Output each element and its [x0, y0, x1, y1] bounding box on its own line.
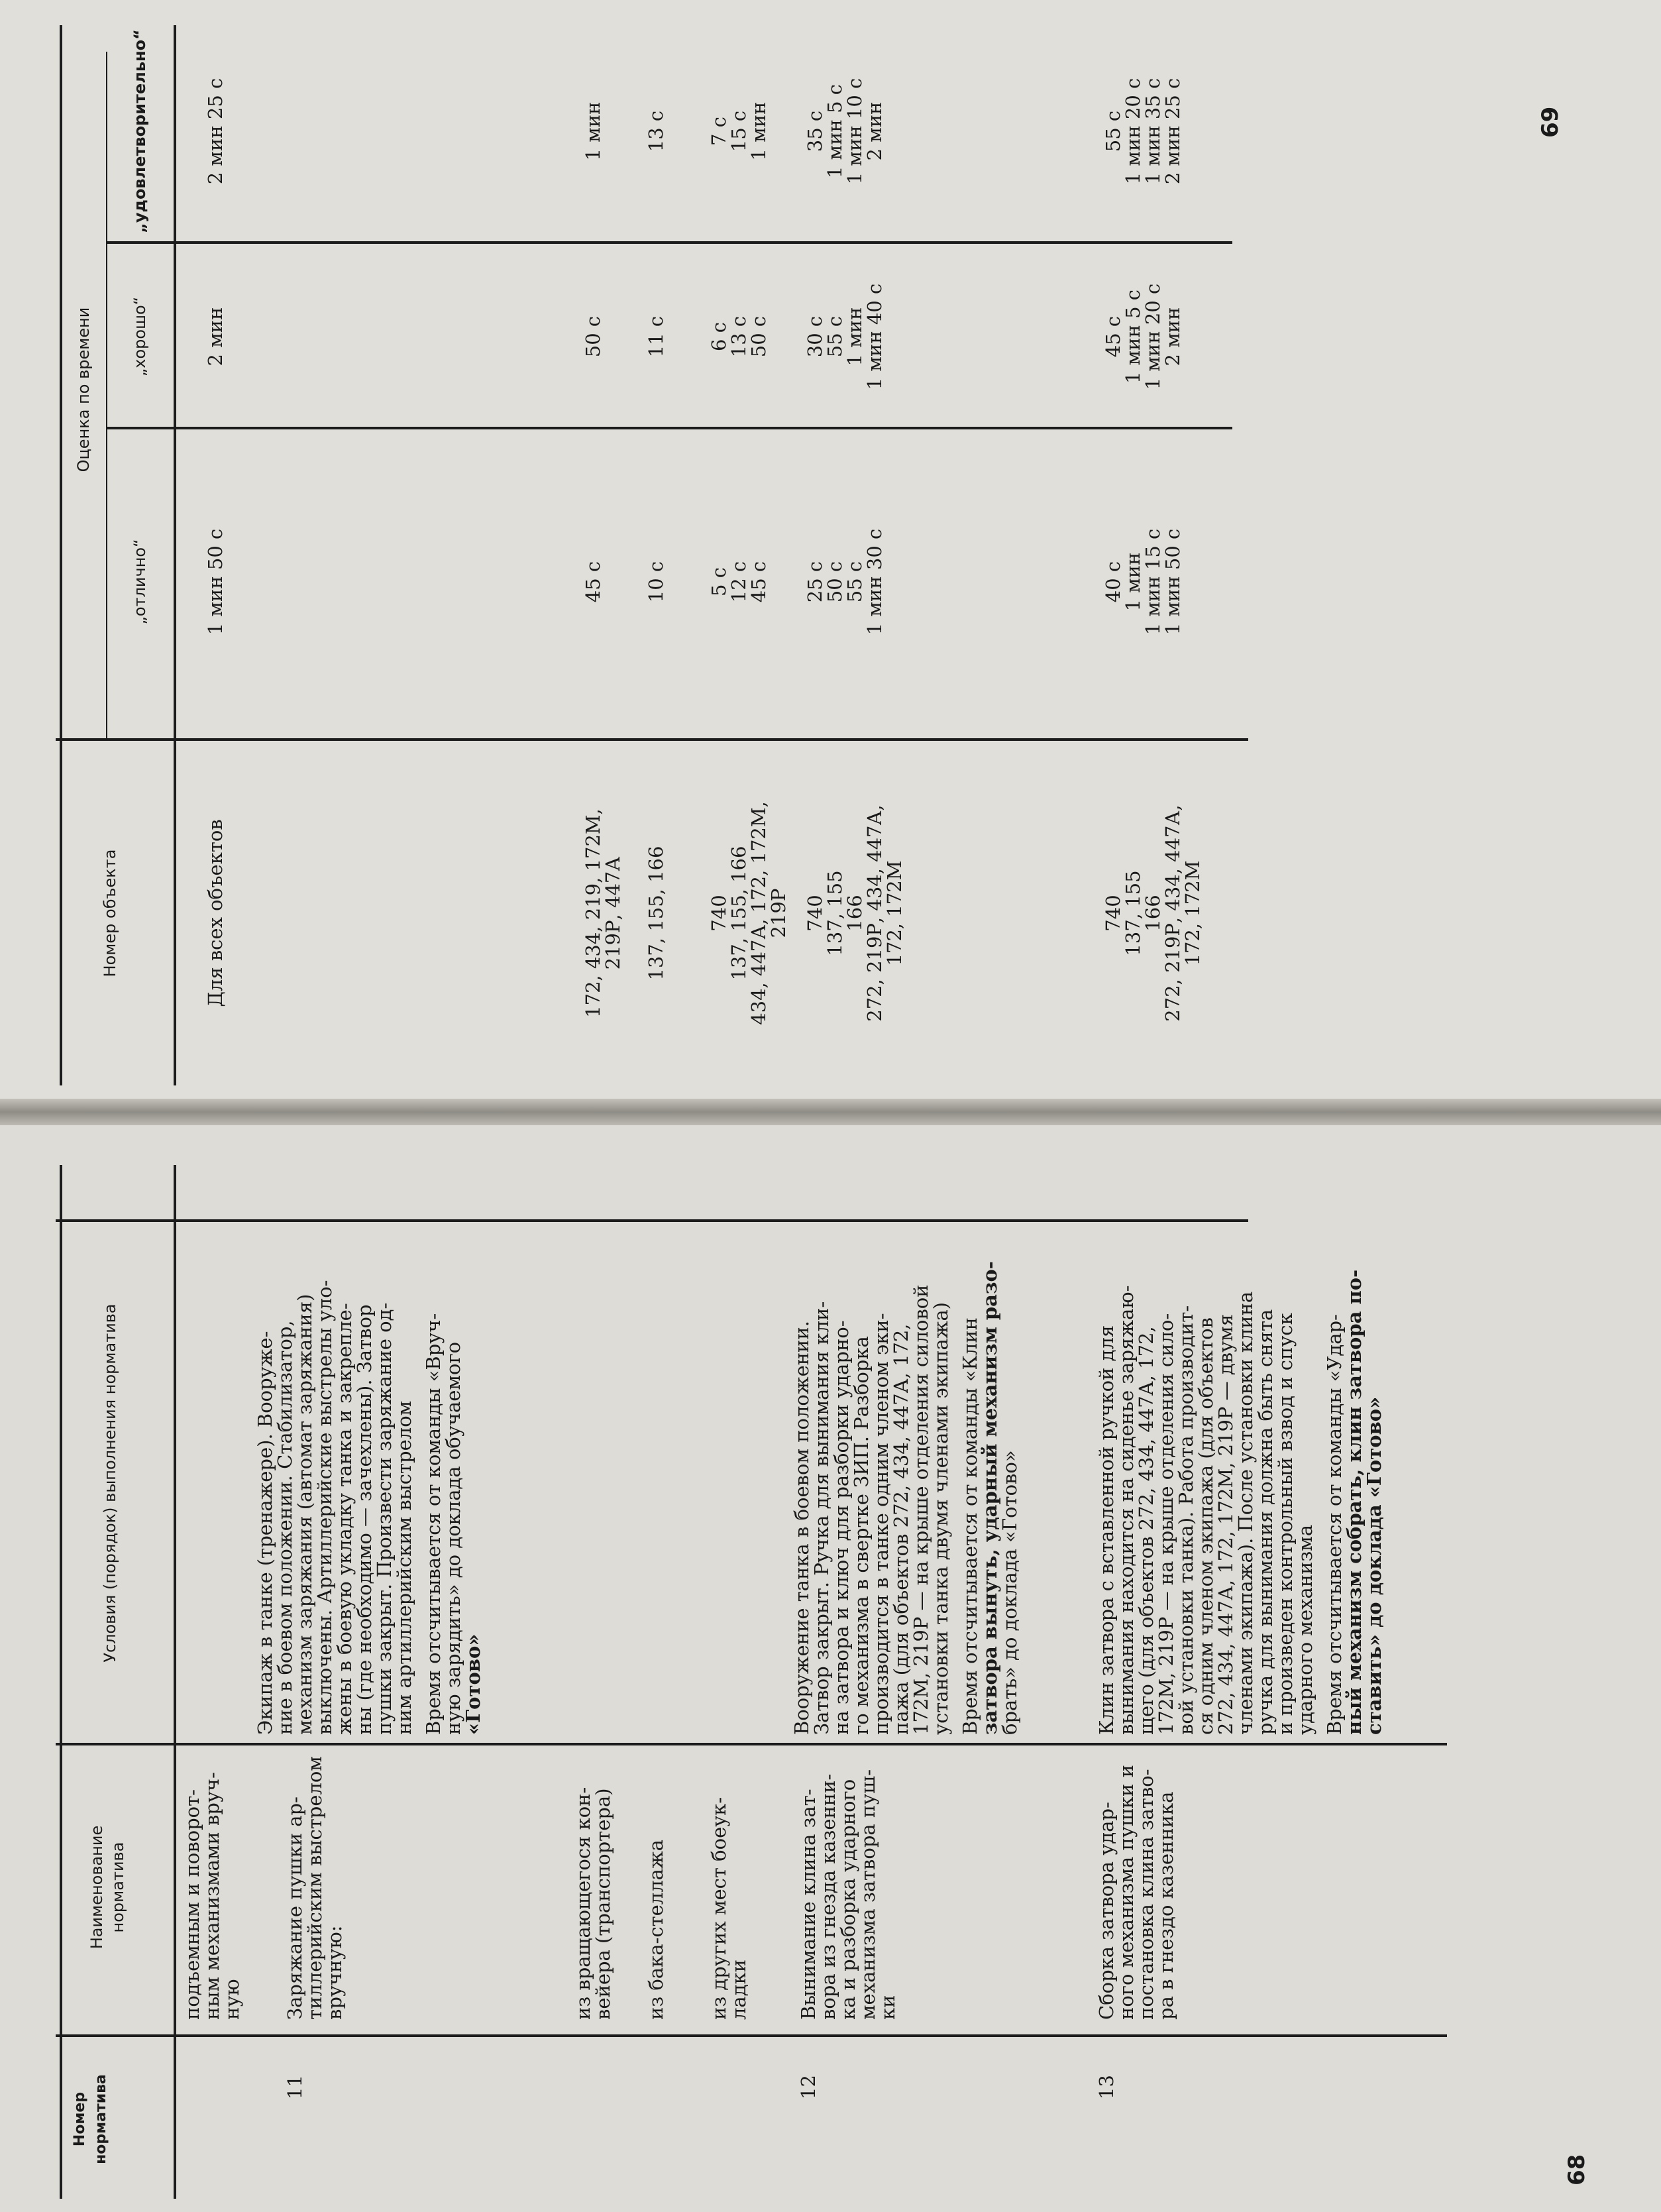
continued-name: подъемным и поворот- ным механизмами вруч- ную: [181, 1772, 243, 2020]
row-c-object: 137, 155, 166: [645, 846, 667, 981]
header-conditions: Условия (порядок) выполнения норматива: [101, 1303, 119, 1663]
row-e-good: 30 с 55 с 1 мин 1 мин 40 с: [804, 283, 886, 390]
page-number-left: 68: [1564, 2154, 1590, 2185]
row-11-conditions: Экипаж в танке (тренажере). Вооруже- ние в боевом положении. Стабилизатор, механизм заряжания (автомат заряжания) выключены. Артиллерийские выстрелы уло- жены в боевую укладку танка и закрепле- ны (где необходимо — зачехлены). Затвор пушки закрыт. Произвести заряжание од- ним артиллерийским выстрелом Время отсчитывается от команды «Вруч- ную зарядить» до доклада обучаемого «Готово»: [254, 1280, 484, 1735]
row-11-number: 11: [284, 2075, 306, 2099]
row-f-good: 45 с 1 мин 5 с 1 мин 20 с 2 мин: [1102, 283, 1184, 390]
header-good: „хорошо“: [131, 296, 149, 377]
header-object: Номер объекта: [101, 849, 119, 977]
header-bottom-rule-right: [174, 25, 176, 1085]
row-12-number: 12: [797, 2075, 820, 2099]
row-11-subitem-other: из других мест боеук- ладки: [708, 1797, 750, 2020]
row-d-excellent: 5 с 12 с 45 с: [708, 561, 770, 603]
row-d-satisfactory: 7 с 15 с 1 мин: [708, 101, 770, 161]
column-divider-good: [106, 241, 1232, 244]
row-a-good: 2 мин: [204, 307, 227, 366]
row-11-name: Заряжание пушки ар- тиллерийским выстрелом вручную:: [284, 1756, 346, 2020]
header-bottom-rule: [174, 1165, 176, 2199]
column-divider-excellent: [106, 427, 1232, 429]
column-divider-object: [56, 738, 1248, 741]
row-a-excellent: 1 мин 50 с: [204, 528, 227, 636]
header-name: Наименование норматива: [87, 1825, 127, 1950]
header-number: Номер норматива: [72, 2074, 109, 2164]
page-number-right: 69: [1537, 106, 1564, 138]
row-b-good: 50 с: [582, 315, 604, 358]
header-grade-group: Оценка по времени: [74, 307, 93, 472]
row-d-good: 6 с 13 с 50 с: [708, 315, 770, 358]
row-11-subitem-conveyor: из вращающегося кон- вейера (транспортера): [572, 1787, 614, 2020]
row-f-excellent: 40 с 1 мин 1 мин 15 с 1 мин 50 с: [1102, 528, 1184, 636]
row-c-good: 11 с: [645, 315, 667, 358]
row-e-object: 740 137, 155 166 272, 219Р, 434, 447А, 172, 172М: [804, 804, 906, 1022]
header-excellent: „отлично“: [131, 539, 149, 625]
table-top-rule-right: [60, 25, 62, 1085]
row-c-excellent: 10 с: [645, 561, 667, 603]
row-e-satisfactory: 35 с 1 мин 5 с 1 мин 10 с 2 мин: [804, 78, 886, 185]
header-satisfactory: „удовлетворительно“: [131, 29, 149, 233]
row-d-object: 740 137, 155, 166 434, 447А, 172, 172М, 219Р: [708, 801, 790, 1025]
row-13-number: 13: [1095, 2075, 1118, 2099]
row-13-conditions: Клин затвора с вставленной ручкой для вынимания находится на сиденье заряжаю- щего (для объектов 272, 434, 447А, 172, 172М, 219Р — на крыше отделения сило- вой установки танка). Работа производит- ся одним членом экипажа (для объектов 272, 434, 447А, 172, 172М, 219Р — двумя членами экипажа). После установки клина ручка для вынимания должна быть снята и произведен контрольный взвод и спуск ударного механизма Время отсчитывается от команды «Удар- ный механизм собрать, клин затвора по- ставить» до доклада «Готово»: [1095, 1269, 1385, 1735]
row-e-excellent: 25 с 50 с 55 с 1 мин 30 с: [804, 528, 886, 636]
column-divider-number: [56, 2034, 1447, 2037]
column-divider-conditions: [56, 1219, 1248, 1222]
left-page: [0, 1125, 1661, 2212]
row-a-satisfactory: 2 мин 25 с: [204, 78, 227, 185]
row-13-name: Сборка затвора удар- ного механизма пушки и постановка клина затво- ра в гнездо казенника: [1095, 1765, 1177, 2020]
row-c-satisfactory: 13 с: [645, 110, 667, 152]
row-f-satisfactory: 55 с 1 мин 20 с 1 мин 35 с 2 мин 25 с: [1102, 78, 1184, 185]
row-b-satisfactory: 1 мин: [582, 101, 604, 161]
book-gutter: [0, 1099, 1661, 1125]
table-top-rule: [60, 1165, 62, 2199]
row-12-name: Вынимание клина зат- вора из гнезда казенни- ка и разборка ударного механизма затвора пуш- ки: [797, 1769, 899, 2020]
right-page: [0, 0, 1661, 1099]
row-b-object: 172, 434, 219, 172М, 219Р, 447А: [582, 808, 624, 1018]
row-b-excellent: 45 с: [582, 561, 604, 603]
row-f-object: 740 137, 155 166 272, 219Р, 434, 447А, 172, 172М: [1102, 804, 1204, 1022]
column-divider-name: [56, 1743, 1447, 1745]
row-11-subitem-tank-rack: из бака-стеллажа: [645, 1840, 667, 2020]
grade-group-rule: [106, 52, 107, 741]
row-a-object: Для всех объектов: [204, 819, 227, 1007]
row-12-conditions: Вооружение танка в боевом положении. Затвор закрыт. Ручка для вынимания кли- на затвора и ключ для разборки ударно- го механизма в свертке ЗИП. Разборка производится в танке одним членом эки- пажа (для объектов 272, 434, 447А, 172, 172М, 219Р — на крыше отделения силовой установки танка двумя членами экипажа) Время отсчитывается от команды «Клин затвора вынуть, ударный механизм разо- брать» до доклада «Готово»: [790, 1261, 1021, 1735]
